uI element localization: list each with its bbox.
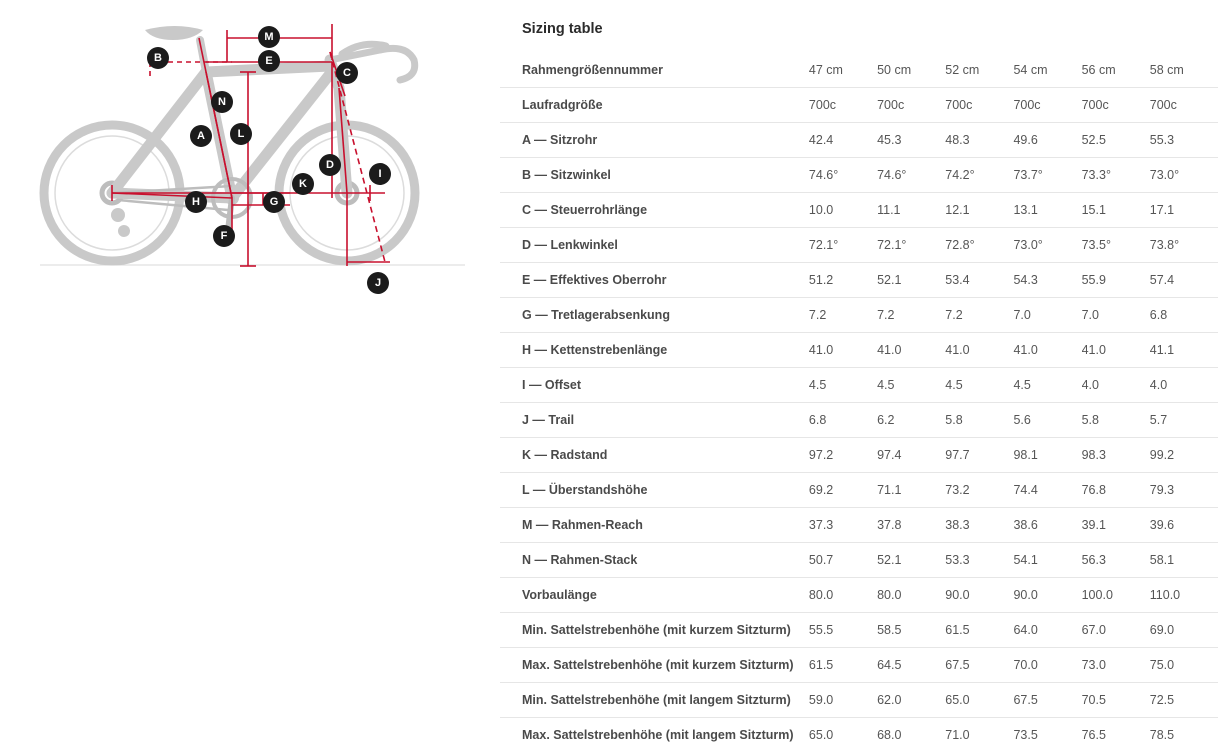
table-row (500, 508, 1218, 543)
callout-L: L (230, 123, 252, 145)
row-value: 10.0 (809, 193, 877, 228)
row-value: 38.6 (1013, 508, 1081, 543)
row-value: 58.1 (1150, 543, 1218, 578)
row-value: 41.0 (945, 333, 1013, 368)
row-value: 74.2° (945, 158, 1013, 193)
row-value: 73.0° (1013, 228, 1081, 263)
row-value: 49.6 (1013, 123, 1081, 158)
callout-K: K (292, 173, 314, 195)
callout-D: D (319, 154, 341, 176)
row-value: 47 cm (809, 53, 877, 88)
row-value: 11.1 (877, 193, 945, 228)
callout-J: J (367, 272, 389, 294)
table-row (500, 648, 1218, 683)
row-value: 53.3 (945, 543, 1013, 578)
row-value: 5.6 (1013, 403, 1081, 438)
row-value: 50.7 (809, 543, 877, 578)
row-value: 54.3 (1013, 263, 1081, 298)
row-value: 4.0 (1150, 368, 1218, 403)
bike-illustration (0, 0, 500, 330)
table-row (500, 543, 1218, 578)
row-value: 65.0 (809, 718, 877, 743)
row-value: 4.0 (1082, 368, 1150, 403)
row-value: 51.2 (809, 263, 877, 298)
row-value: 52 cm (945, 53, 1013, 88)
row-value: 61.5 (945, 613, 1013, 648)
row-label: J — Trail (500, 403, 809, 438)
sizing-table-title: Sizing table (522, 21, 603, 37)
row-value: 41.0 (1082, 333, 1150, 368)
row-label: Laufradgröße (500, 88, 809, 123)
row-value: 74.6° (877, 158, 945, 193)
row-value: 7.0 (1013, 298, 1081, 333)
row-value: 62.0 (877, 683, 945, 718)
row-label: I — Offset (500, 368, 809, 403)
row-value: 100.0 (1082, 578, 1150, 613)
row-value: 7.2 (809, 298, 877, 333)
row-value: 4.5 (877, 368, 945, 403)
row-value: 39.6 (1150, 508, 1218, 543)
row-label: B — Sitzwinkel (500, 158, 809, 193)
table-row (500, 88, 1218, 123)
row-value: 56 cm (1082, 53, 1150, 88)
row-value: 55.5 (809, 613, 877, 648)
row-value: 5.8 (945, 403, 1013, 438)
row-value: 6.8 (1150, 298, 1218, 333)
row-value: 72.8° (945, 228, 1013, 263)
row-value: 52.5 (1082, 123, 1150, 158)
sizing-table-body (500, 53, 1218, 743)
row-value: 76.5 (1082, 718, 1150, 743)
row-value: 73.5° (1082, 228, 1150, 263)
row-value: 5.8 (1082, 403, 1150, 438)
callout-A: A (190, 125, 212, 147)
row-value: 55.3 (1150, 123, 1218, 158)
table-row (500, 298, 1218, 333)
row-value: 4.5 (809, 368, 877, 403)
row-value: 50 cm (877, 53, 945, 88)
table-row (500, 263, 1218, 298)
row-value: 67.0 (1082, 613, 1150, 648)
row-value: 4.5 (1013, 368, 1081, 403)
row-label: Min. Sattelstrebenhöhe (mit langem Sitzturm) (500, 683, 809, 718)
row-value: 70.0 (1013, 648, 1081, 683)
row-value: 42.4 (809, 123, 877, 158)
row-value: 700c (1082, 88, 1150, 123)
callout-N: N (211, 91, 233, 113)
row-label: Max. Sattelstrebenhöhe (mit langem Sitzturm) (500, 718, 809, 743)
row-value: 41.0 (1013, 333, 1081, 368)
row-value: 5.7 (1150, 403, 1218, 438)
row-value: 12.1 (945, 193, 1013, 228)
callout-I: I (369, 163, 391, 185)
row-label: A — Sitzrohr (500, 123, 809, 158)
bike-geometry-diagram (0, 0, 500, 743)
row-value: 71.1 (877, 473, 945, 508)
row-value: 73.0 (1082, 648, 1150, 683)
row-value: 52.1 (877, 543, 945, 578)
row-value: 99.2 (1150, 438, 1218, 473)
row-value: 71.0 (945, 718, 1013, 743)
row-label: Vorbaulänge (500, 578, 809, 613)
row-value: 4.5 (945, 368, 1013, 403)
row-value: 58 cm (1150, 53, 1218, 88)
row-value: 73.0° (1150, 158, 1218, 193)
table-row (500, 123, 1218, 158)
row-value: 54.1 (1013, 543, 1081, 578)
row-value: 73.5 (1013, 718, 1081, 743)
row-value: 700c (809, 88, 877, 123)
row-value: 54 cm (1013, 53, 1081, 88)
row-value: 700c (1013, 88, 1081, 123)
row-value: 48.3 (945, 123, 1013, 158)
row-value: 97.7 (945, 438, 1013, 473)
row-value: 700c (877, 88, 945, 123)
row-value: 39.1 (1082, 508, 1150, 543)
row-value: 98.1 (1013, 438, 1081, 473)
row-label: M — Rahmen-Reach (500, 508, 809, 543)
row-value: 73.8° (1150, 228, 1218, 263)
row-value: 70.5 (1082, 683, 1150, 718)
row-label: Rahmengrößennummer (500, 53, 809, 88)
table-row (500, 333, 1218, 368)
row-value: 37.8 (877, 508, 945, 543)
row-label: H — Kettenstrebenlänge (500, 333, 809, 368)
row-value: 73.7° (1013, 158, 1081, 193)
row-value: 700c (945, 88, 1013, 123)
row-label: G — Tretlagerabsenkung (500, 298, 809, 333)
row-label: N — Rahmen-Stack (500, 543, 809, 578)
row-value: 7.0 (1082, 298, 1150, 333)
row-label: K — Radstand (500, 438, 809, 473)
row-value: 53.4 (945, 263, 1013, 298)
row-value: 67.5 (1013, 683, 1081, 718)
row-value: 57.4 (1150, 263, 1218, 298)
row-value: 7.2 (945, 298, 1013, 333)
table-row (500, 683, 1218, 718)
row-value: 73.3° (1082, 158, 1150, 193)
row-value: 78.5 (1150, 718, 1218, 743)
row-value: 80.0 (877, 578, 945, 613)
table-row (500, 578, 1218, 613)
row-value: 58.5 (877, 613, 945, 648)
row-value: 74.4 (1013, 473, 1081, 508)
row-value: 700c (1150, 88, 1218, 123)
row-value: 90.0 (945, 578, 1013, 613)
row-label: E — Effektives Oberrohr (500, 263, 809, 298)
row-value: 6.8 (809, 403, 877, 438)
row-value: 72.5 (1150, 683, 1218, 718)
table-row (500, 473, 1218, 508)
sizing-table-panel (500, 0, 1218, 743)
row-value: 72.1° (809, 228, 877, 263)
rear-derailleur (111, 208, 130, 237)
row-value: 64.5 (877, 648, 945, 683)
table-row (500, 438, 1218, 473)
callout-F: F (213, 225, 235, 247)
row-value: 64.0 (1013, 613, 1081, 648)
row-value: 68.0 (877, 718, 945, 743)
row-value: 65.0 (945, 683, 1013, 718)
callout-E: E (258, 50, 280, 72)
table-row (500, 613, 1218, 648)
row-label: Max. Sattelstrebenhöhe (mit kurzem Sitzturm) (500, 648, 809, 683)
row-label: C — Steuerrohrlänge (500, 193, 809, 228)
row-value: 13.1 (1013, 193, 1081, 228)
callout-C: C (336, 62, 358, 84)
table-row (500, 53, 1218, 88)
row-value: 38.3 (945, 508, 1013, 543)
row-value: 41.0 (809, 333, 877, 368)
row-value: 55.9 (1082, 263, 1150, 298)
row-value: 45.3 (877, 123, 945, 158)
callout-M: M (258, 26, 280, 48)
row-value: 80.0 (809, 578, 877, 613)
table-row (500, 193, 1218, 228)
row-label: L — Überstandshöhe (500, 473, 809, 508)
row-value: 90.0 (1013, 578, 1081, 613)
row-value: 76.8 (1082, 473, 1150, 508)
row-value: 110.0 (1150, 578, 1218, 613)
row-value: 61.5 (809, 648, 877, 683)
row-label: D — Lenkwinkel (500, 228, 809, 263)
table-row (500, 228, 1218, 263)
row-value: 7.2 (877, 298, 945, 333)
row-value: 41.0 (877, 333, 945, 368)
row-value: 74.6° (809, 158, 877, 193)
row-value: 98.3 (1082, 438, 1150, 473)
row-label: Min. Sattelstrebenhöhe (mit kurzem Sitzturm) (500, 613, 809, 648)
row-value: 69.0 (1150, 613, 1218, 648)
row-value: 52.1 (877, 263, 945, 298)
table-row (500, 368, 1218, 403)
callout-B: B (147, 47, 169, 69)
row-value: 79.3 (1150, 473, 1218, 508)
row-value: 59.0 (809, 683, 877, 718)
table-row (500, 718, 1218, 743)
row-value: 75.0 (1150, 648, 1218, 683)
row-value: 97.4 (877, 438, 945, 473)
row-value: 69.2 (809, 473, 877, 508)
row-value: 67.5 (945, 648, 1013, 683)
table-row (500, 403, 1218, 438)
row-value: 97.2 (809, 438, 877, 473)
callout-H: H (185, 191, 207, 213)
row-value: 6.2 (877, 403, 945, 438)
row-value: 15.1 (1082, 193, 1150, 228)
row-value: 72.1° (877, 228, 945, 263)
row-value: 56.3 (1082, 543, 1150, 578)
row-value: 41.1 (1150, 333, 1218, 368)
row-value: 73.2 (945, 473, 1013, 508)
table-row (500, 158, 1218, 193)
sizing-table (500, 53, 1218, 743)
row-value: 17.1 (1150, 193, 1218, 228)
row-value: 37.3 (809, 508, 877, 543)
callout-G: G (263, 191, 285, 213)
